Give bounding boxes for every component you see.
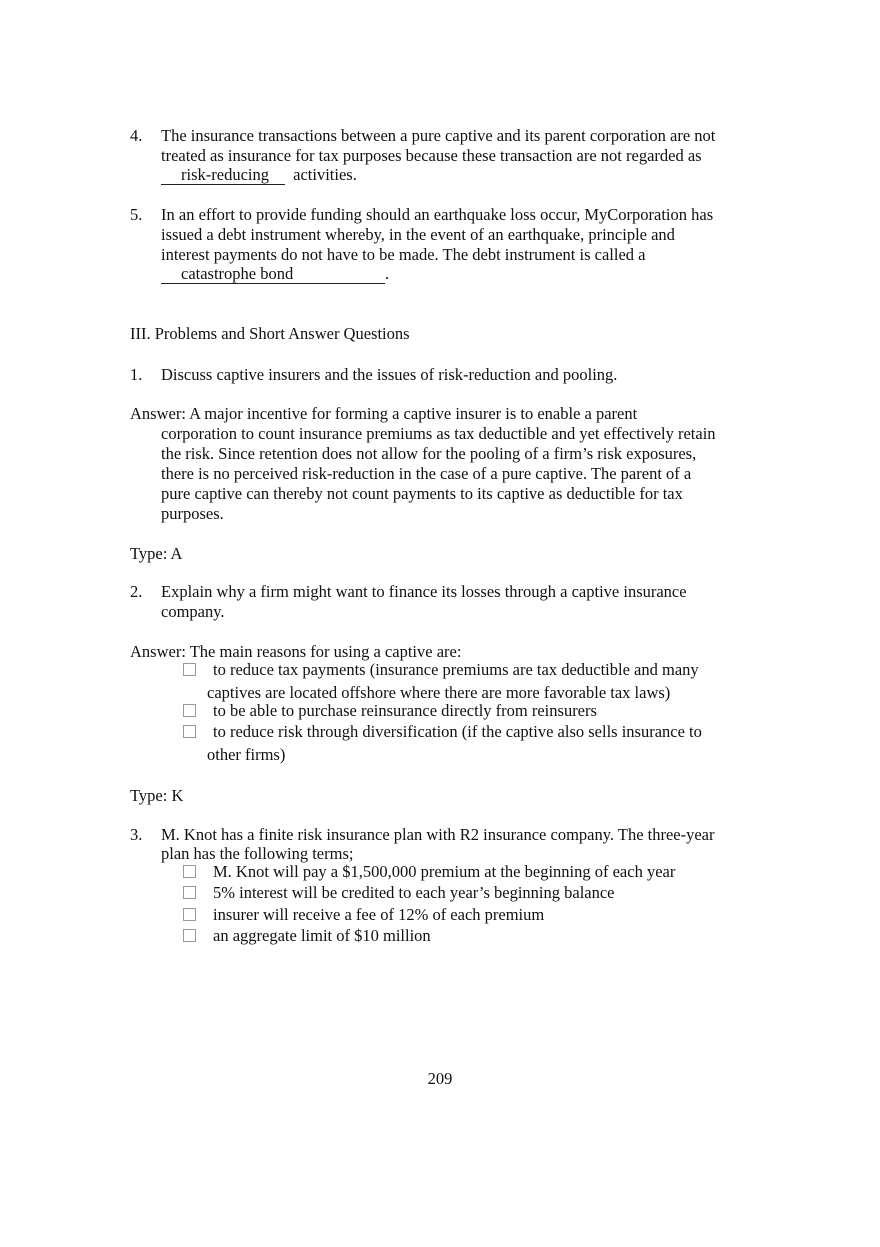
- page-number: 209: [427, 1069, 453, 1088]
- q4-tail: activities.: [293, 165, 357, 184]
- p1-answer-line-4: there is no perceived risk-reduction in the case of a pure captive. The parent of a: [161, 464, 692, 483]
- q5-number: 5.: [130, 205, 143, 224]
- p3-number: 3.: [130, 825, 143, 844]
- q5-answer-blank: catastrophe bond: [161, 265, 385, 284]
- p1-answer-line-6: purposes.: [161, 504, 224, 523]
- p1-type: Type: A: [130, 544, 183, 563]
- bullet-icon: [183, 862, 196, 882]
- q5-line-1: In an effort to provide funding should an earthquake loss occur, MyCorporation has: [161, 205, 714, 224]
- q5-tail: .: [385, 264, 390, 283]
- p1-question: Discuss captive insurers and the issues of risk-reduction and pooling.: [161, 365, 618, 384]
- p3-bullet-2: 5% interest will be credited to each year’s beginning balance: [213, 883, 615, 902]
- bullet-icon: [183, 905, 196, 925]
- q4-line-1: The insurance transactions between a pure captive and its parent corporation are not: [161, 126, 716, 145]
- p2-bullet-3-cont: other firms): [207, 745, 286, 764]
- p3-question-line-1: M. Knot has a finite risk insurance plan with R2 insurance company. The three-year: [161, 825, 715, 844]
- bullet-icon: [183, 926, 196, 946]
- p1-answer-line-1: Answer: A major incentive for forming a captive insurer is to enable a parent: [130, 404, 638, 423]
- p2-bullet-1: to reduce tax payments (insurance premiums are tax deductible and many: [213, 660, 699, 679]
- q4-line-2: treated as insurance for tax purposes because these transaction are not regarded as: [161, 146, 702, 165]
- p2-question-line-1: Explain why a firm might want to finance its losses through a captive insurance: [161, 582, 687, 601]
- p2-question-line-2: company.: [161, 602, 225, 621]
- bullet-icon: [183, 722, 196, 742]
- bullet-icon: [183, 883, 196, 903]
- p2-number: 2.: [130, 582, 143, 601]
- p1-answer-line-2: corporation to count insurance premiums as tax deductible and yet effectively retain: [161, 424, 716, 443]
- p2-bullet-2: to be able to purchase reinsurance directly from reinsurers: [213, 701, 597, 720]
- q5-line-3: interest payments do not have to be made. The debt instrument is called a: [161, 245, 646, 264]
- bullet-icon: [183, 660, 196, 680]
- p2-bullet-1-cont: captives are located offshore where there are more favorable tax laws): [207, 683, 671, 702]
- q5-line-2: issued a debt instrument whereby, in the event of an earthquake, principle and: [161, 225, 675, 244]
- bullet-icon: [183, 701, 196, 721]
- p2-bullet-3: to reduce risk through diversification (if the captive also sells insurance to: [213, 722, 702, 741]
- p1-number: 1.: [130, 365, 143, 384]
- section-heading: III. Problems and Short Answer Questions: [130, 324, 410, 343]
- p3-bullet-1: M. Knot will pay a $1,500,000 premium at the beginning of each year: [213, 862, 676, 881]
- q4-answer-blank: risk-reducing: [161, 166, 285, 185]
- p1-answer-line-3: the risk. Since retention does not allow for the pooling of a firm’s risk exposures,: [161, 444, 697, 463]
- p1-answer-line-5: pure captive can thereby not count payments to its captive as deductible for tax: [161, 484, 683, 503]
- q4-line-3: [161, 165, 357, 185]
- q4-number: 4.: [130, 126, 143, 145]
- p2-answer-intro: Answer: The main reasons for using a captive are:: [130, 642, 462, 661]
- q5-line-4: [161, 264, 389, 284]
- p3-bullet-4: an aggregate limit of $10 million: [213, 926, 431, 945]
- p3-question-line-2: plan has the following terms;: [161, 844, 354, 863]
- p3-bullet-3: insurer will receive a fee of 12% of each premium: [213, 905, 545, 924]
- p2-type: Type: K: [130, 786, 184, 805]
